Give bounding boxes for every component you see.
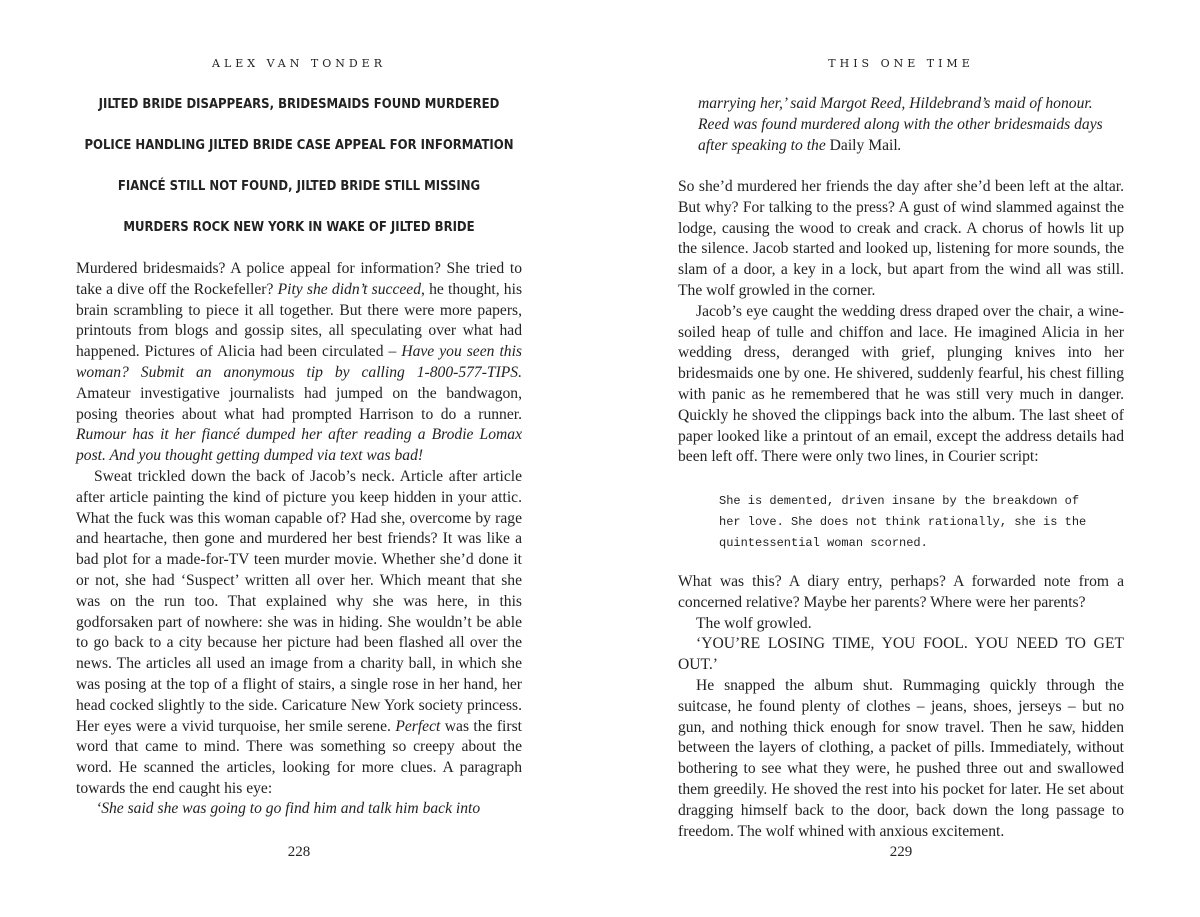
email-line: quintessential woman scorned. [719, 535, 928, 550]
text-run: Murdered bridesmaids? A police appeal for information? She tried to take a dive off the Rockefeller? [76, 260, 522, 298]
page-number-right: 229 [889, 844, 913, 860]
paragraph: What was this? A diary entry, perhaps? A forwarded note from a concerned relative? Maybe her parents? Where were her parents? [678, 573, 1124, 611]
left-body-text [76, 259, 522, 800]
roman-run: Daily Mail [829, 136, 898, 154]
text-run: , he thought, his brain scrambling to piece it all together. But there were more papers, printouts from blogs and gossip sites, all speculating over what had happened. Pictures of Alicia had been circulated – [76, 280, 523, 361]
text-run: Sweat trickled down the back of Jacob’s neck. Article after article after article painting the kind of picture you keep hidden in your attic. What the fuck was this woman capable of? Had she, overcome by rage and heartache, then gone and murdered her best friends? It was like a bad plot for a made-for-TV teen murder movie. Whether she’d done it or not, she had ‘Suspect’ written all over her. Which meant that she was on the run too. That explained why she was here, in this godforsaken part of nowhere: she was in hiding. She wouldn’t be able to go back to a city because her picture had been flashed all over the news. The articles all used an image from a charity ball, in which she was posing at the top of a flight of stairs, a single rose in her hand, her head cocked slightly to the side. Caricature New York society princess. Her eyes were a vivid turquoise, her smile serene. [76, 467, 522, 735]
email-line: She is demented, driven insane by the breakdown of [719, 494, 1080, 508]
headline: MURDERS ROCK NEW YORK IN WAKE OF JILTED BRIDE [123, 220, 475, 235]
paragraph: So she’d murdered her friends the day after she’d been left at the altar. But why? For talking to the press? A gust of wind slammed against the lodge, causing the wood to creak and crack. A chorus of howls lit up the silence. Jacob started and looked up, listening for more sounds, the slam of a door, a key in a lock, but apart from the wind all was still. The wolf growled in the corner. [678, 178, 1124, 299]
running-head-author: ALEX VAN TONDER [212, 57, 386, 70]
paragraph [76, 259, 522, 467]
headline-list [76, 94, 522, 258]
paragraph: ‘YOU’RE LOSING TIME, YOU FOOL. YOU NEED TO GET OUT.’ [678, 635, 1124, 674]
running-head-title: THIS ONE TIME [828, 57, 974, 70]
left-page [76, 0, 522, 917]
right-page [678, 0, 1124, 917]
headline: JILTED BRIDE DISAPPEARS, BRIDESMAIDS FOUND MURDERED [98, 97, 500, 112]
page-number-left: 228 [287, 844, 311, 860]
headline: POLICE HANDLING JILTED BRIDE CASE APPEAL FOR INFORMATION [84, 138, 514, 153]
email-excerpt [719, 491, 1124, 553]
italic-run: . [897, 136, 902, 154]
italic-run: Pity she didn’t succeed [277, 280, 422, 298]
email-line: her love. She does not think rationally, she is the [719, 514, 1087, 529]
text-run: Amateur investigative journalists had jumped on the bandwagon, posing theories about what had prompted Harrison to do a runner. [76, 384, 522, 423]
right-body-text-bottom [678, 572, 1124, 842]
paragraph: Jacob’s eye caught the wedding dress draped over the chair, a wine-soiled heap of tulle and chiffon and lace. He imagined Alicia in her wedding dress, deranged with grief, plunging knives into her bridesmaids one by one. He shivered, suddenly fearful, his chest filling with panic as he remembered that he was still very much in danger. Quickly he shoved the clippings back into the album. The last sheet of paper looked like a printout of an email, except the address details had been left off. There were only two lines, in Courier script: [678, 302, 1124, 466]
italic-run: marrying her,’ said Margot Reed, Hildebrand’s maid of honour. Reed was found murdered along with the other bridesmaids days after speaking to the [698, 95, 1103, 154]
block-quote-start: ‘She said she was going to go find him and talk him back into [96, 800, 481, 817]
right-body-text-top [678, 177, 1124, 468]
italic-run: Rumour has it her fiancé dumped her after reading a Brodie Lomax post. And you thought getting dumped via text was bad! [76, 426, 522, 465]
italic-run: Perfect [395, 717, 441, 735]
block-quote-continued [698, 94, 1124, 156]
italic-run: Have you seen this woman? Submit an anonymous tip by calling 1-800-577-TIPS. [76, 343, 522, 381]
paragraph: The wolf growled. [696, 614, 812, 632]
headline: FIANCÉ STILL NOT FOUND, JILTED BRIDE STILL MISSING [117, 179, 481, 194]
paragraph: He snapped the album shut. Rummaging quickly through the suitcase, he found plenty of clothes – jeans, shoes, jerseys – but no gun, and nothing thick enough for snow travel. Then he saw, hidden between the layers of clothing, a packet of pills. Immediately, without bothering to see what they were, he pushed three out and swallowed them greedily. He shoved the rest into his pocket for later. He set about dragging himself back to the door, back down the long passage to freedom. The wolf whined with anxious excitement. [678, 676, 1124, 840]
text-run: was the first word that came to mind. There was something so creepy about the word. He scanned the articles, looking for more clues. A paragraph towards the end caught his eye: [76, 717, 522, 797]
paragraph [76, 467, 522, 800]
